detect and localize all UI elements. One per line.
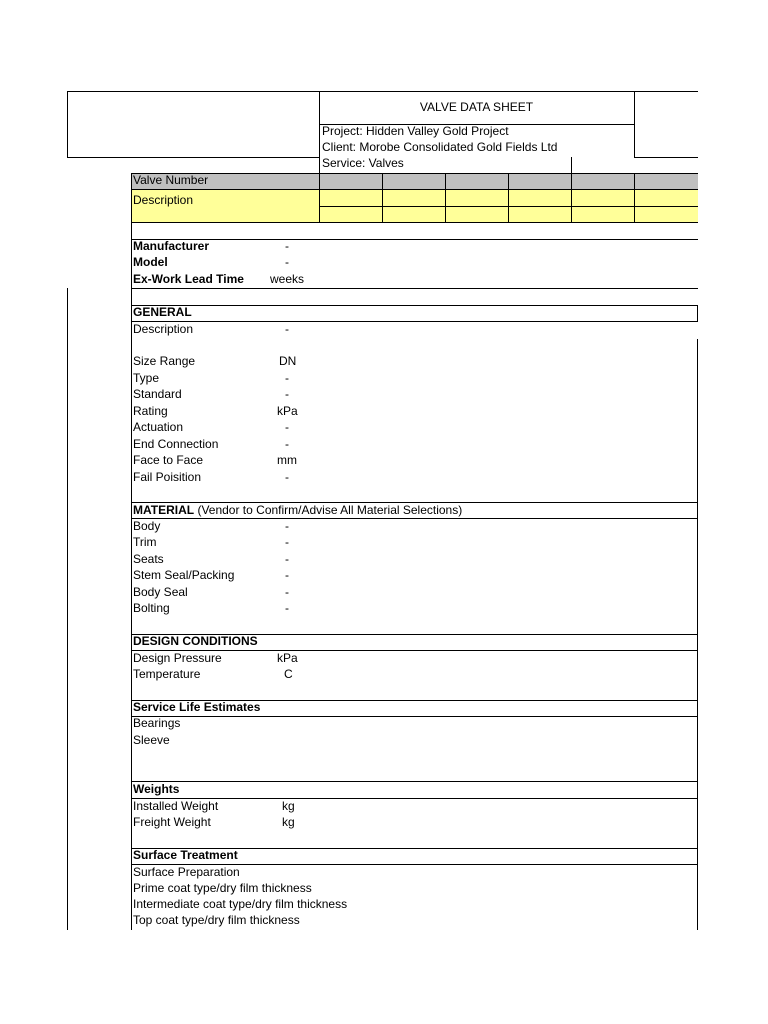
seats-label: Seats <box>133 552 164 566</box>
lead-time-unit: weeks <box>270 272 305 286</box>
manufacturer-unit: - <box>285 239 289 253</box>
design-heading: DESIGN CONDITIONS <box>133 634 258 648</box>
design-pressure-unit: kPa <box>277 651 298 665</box>
surface-prep-label: Surface Preparation <box>133 865 240 879</box>
client-line: Client: Morobe Consolidated Gold Fields Ltd <box>322 140 558 154</box>
weights-heading: Weights <box>133 782 180 796</box>
actuation-unit: - <box>285 420 289 434</box>
face-to-face-unit: mm <box>277 453 297 467</box>
body-seal-label: Body Seal <box>133 585 188 599</box>
manufacturer-label: Manufacturer <box>133 239 210 253</box>
stem-seal-label: Stem Seal/Packing <box>133 568 235 582</box>
type-unit: - <box>285 371 289 385</box>
model-label: Model <box>133 255 168 269</box>
material-note: (Vendor to Confirm/Advise All Material Selections) <box>194 503 463 517</box>
freight-weight-unit: kg <box>282 815 295 829</box>
general-description-unit: - <box>285 322 289 336</box>
size-range-unit: DN <box>279 354 297 368</box>
fail-position-unit: - <box>285 470 289 484</box>
top-coat-label: Top coat type/dry film thickness <box>133 913 300 927</box>
project-line: Project: Hidden Valley Gold Project <box>322 124 509 138</box>
sheet-title: VALVE DATA SHEET <box>419 100 534 114</box>
surface-heading: Surface Treatment <box>133 848 238 862</box>
valve-number-label: Valve Number <box>133 173 209 187</box>
standard-unit: - <box>285 387 289 401</box>
bolting-unit: - <box>285 601 289 615</box>
trim-unit: - <box>285 535 289 549</box>
bolting-label: Bolting <box>133 601 170 615</box>
body-unit: - <box>285 519 289 533</box>
prime-coat-label: Prime coat type/dry film thickness <box>133 881 312 895</box>
installed-weight-label: Installed Weight <box>133 799 219 813</box>
lead-time-label: Ex-Work Lead Time <box>133 272 244 286</box>
stem-seal-unit: - <box>285 568 289 582</box>
standard-label: Standard <box>133 387 182 401</box>
actuation-label: Actuation <box>133 420 184 434</box>
rating-label: Rating <box>133 404 168 418</box>
general-heading: GENERAL <box>133 305 192 319</box>
service-line: Service: Valves <box>322 156 404 170</box>
rating-unit: kPa <box>277 404 298 418</box>
installed-weight-unit: kg <box>282 799 295 813</box>
material-heading-line <box>133 502 462 518</box>
fail-position-label: Fail Poisition <box>133 470 202 484</box>
design-pressure-label: Design Pressure <box>133 651 222 665</box>
intermediate-coat-label: Intermediate coat type/dry film thickness <box>133 897 348 911</box>
material-heading: MATERIAL <box>133 503 195 517</box>
end-connection-label: End Connection <box>133 437 219 451</box>
sleeve-label: Sleeve <box>133 733 170 747</box>
seats-unit: - <box>285 552 289 566</box>
size-range-label: Size Range <box>133 354 196 368</box>
body-label: Body <box>133 519 161 533</box>
description-label: Description <box>133 193 194 207</box>
bearings-label: Bearings <box>133 716 181 730</box>
face-to-face-label: Face to Face <box>133 453 204 467</box>
body-seal-unit: - <box>285 585 289 599</box>
model-unit: - <box>285 255 289 269</box>
temperature-unit: C <box>284 667 293 681</box>
type-label: Type <box>133 371 160 385</box>
general-description-label: Description <box>133 322 194 336</box>
temperature-label: Temperature <box>133 667 201 681</box>
end-connection-unit: - <box>285 437 289 451</box>
trim-label: Trim <box>133 535 157 549</box>
service-life-heading: Service Life Estimates <box>133 700 261 714</box>
freight-weight-label: Freight Weight <box>133 815 211 829</box>
